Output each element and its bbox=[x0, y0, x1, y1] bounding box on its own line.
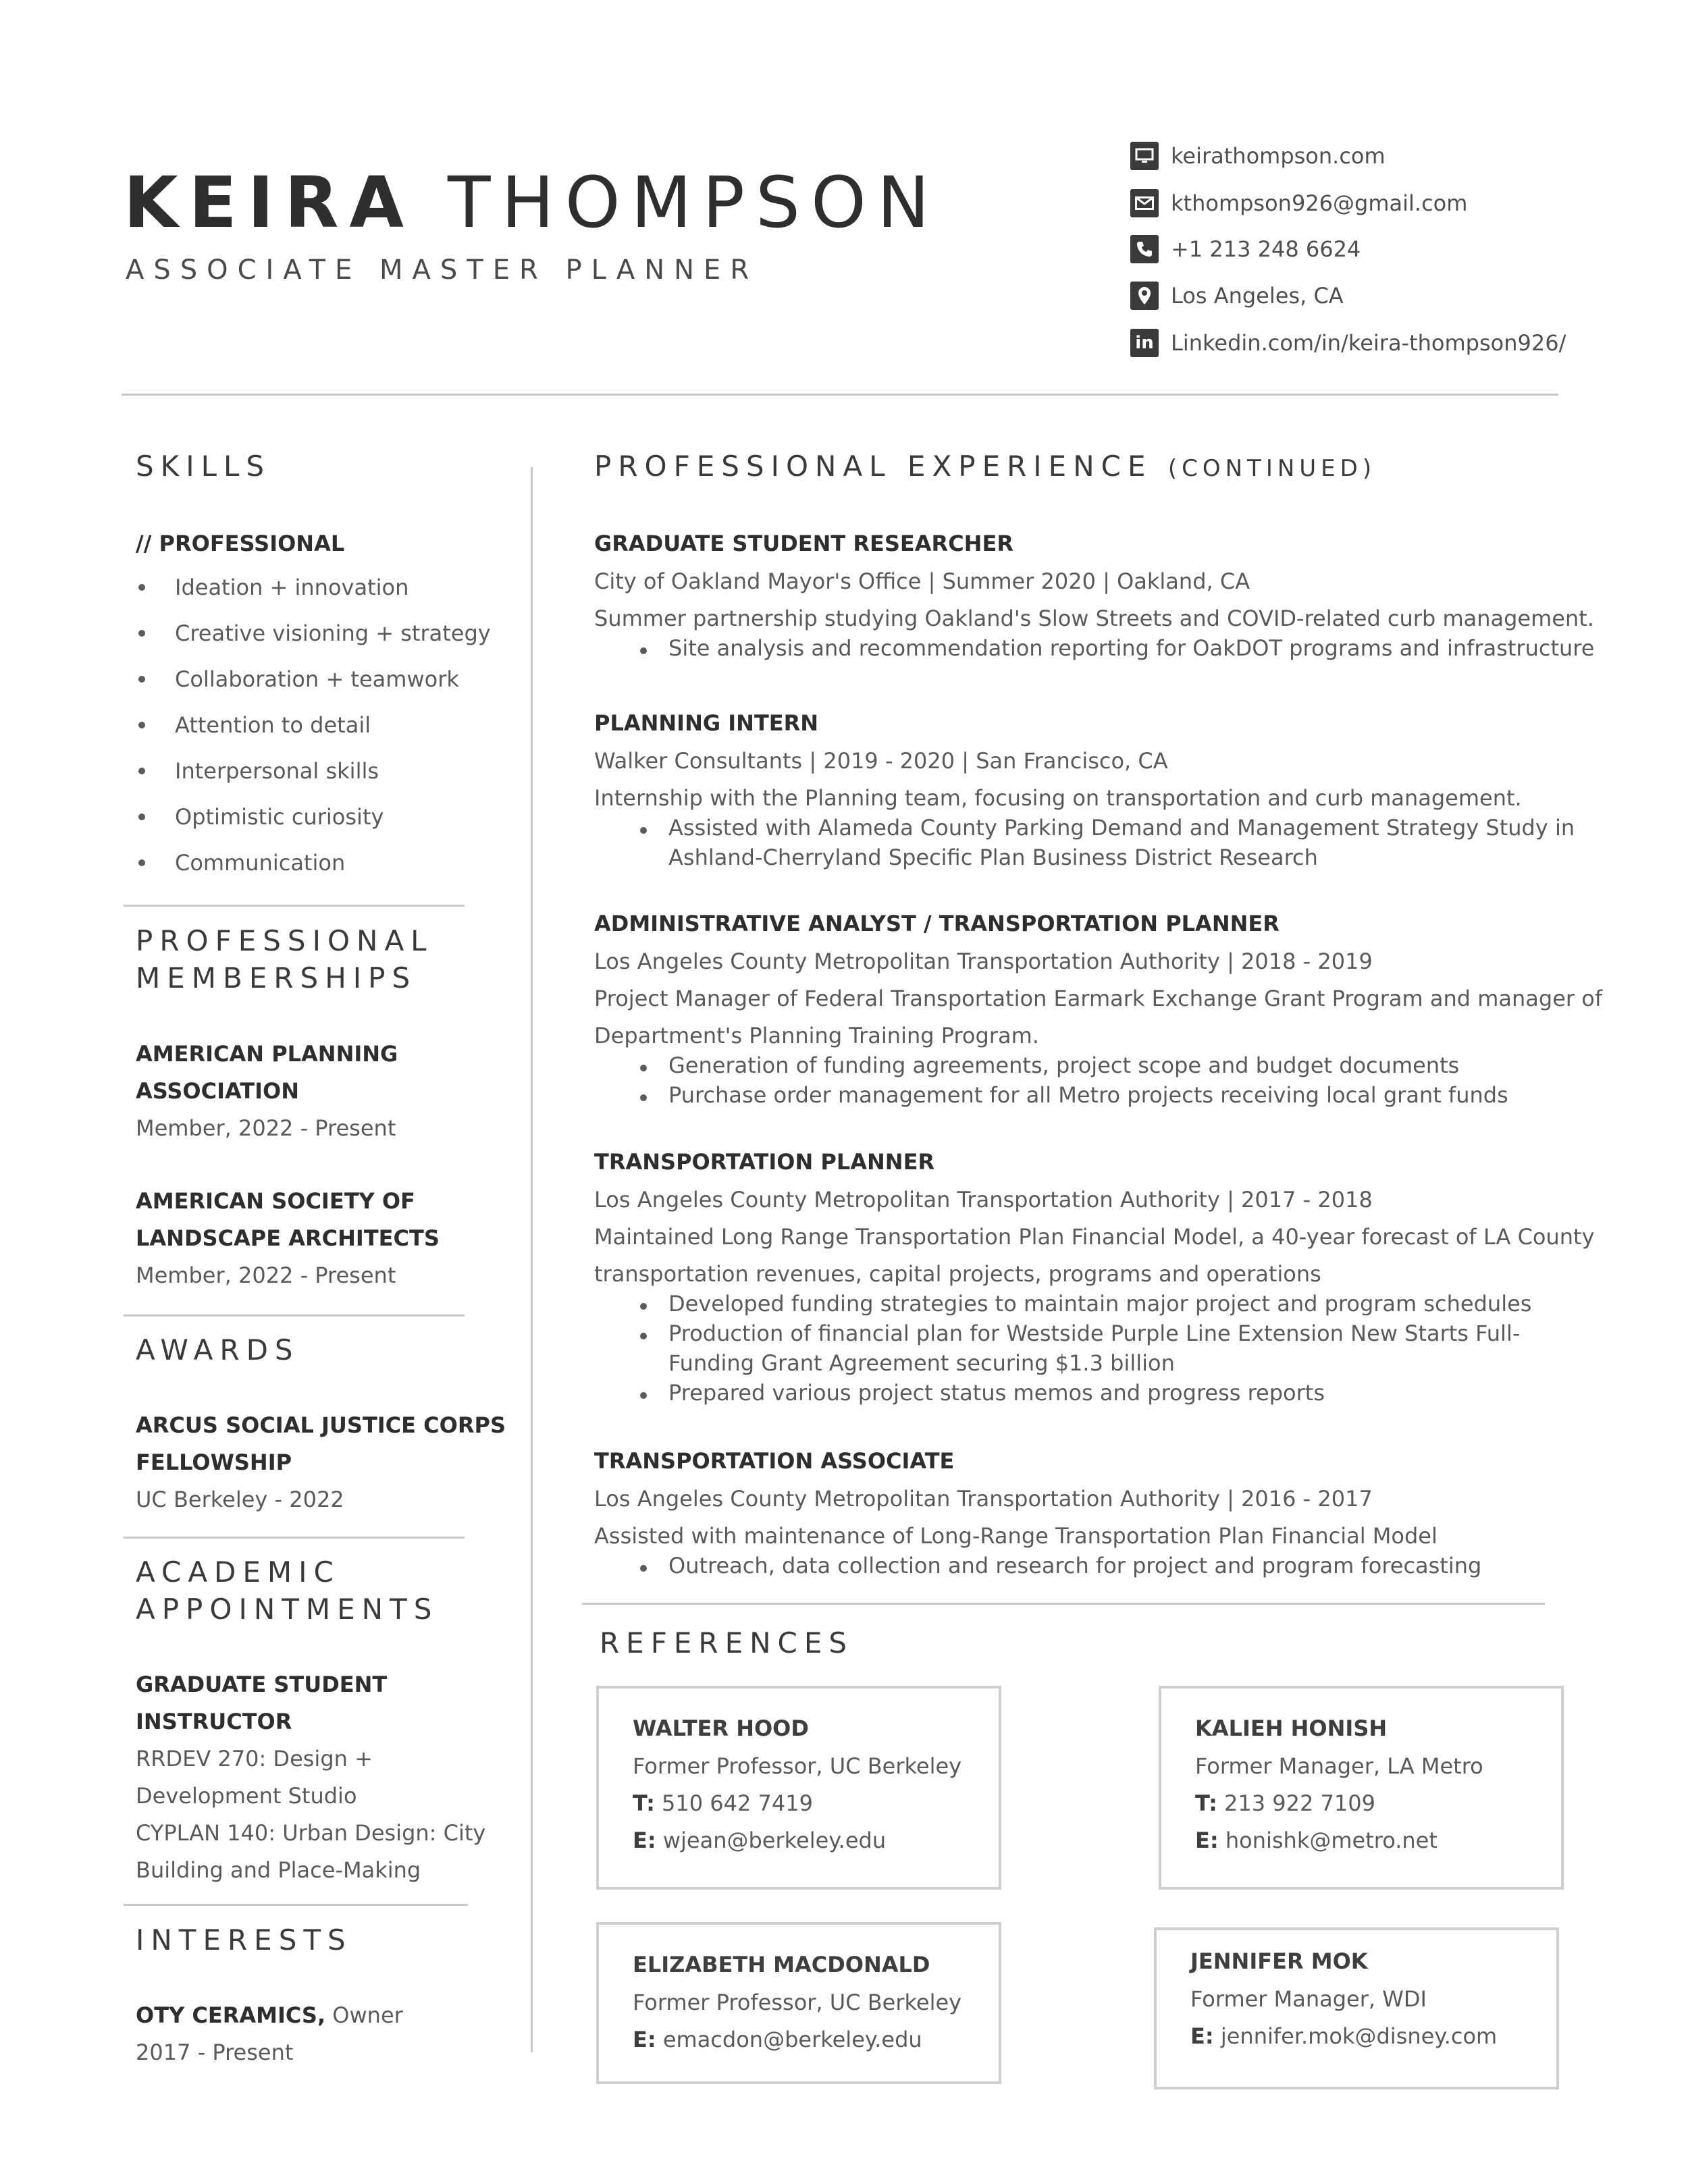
memberships-heading: PROFESSIONAL MEMBERSHIPS bbox=[136, 924, 433, 994]
contact-email[interactable] bbox=[1130, 188, 1467, 218]
reference-card bbox=[596, 1686, 1001, 1890]
reference-card bbox=[596, 1922, 1001, 2084]
job-title: TRANSPORTATION PLANNER bbox=[594, 1149, 935, 1175]
reference-name: ELIZABETH MACDONALD bbox=[633, 1952, 930, 1977]
job-description: Assisted with maintenance of Long-Range Transportation Plan Financial Model bbox=[594, 1523, 1438, 1549]
reference-email[interactable]: E: honishk@metro.net bbox=[1195, 1828, 1438, 1853]
job-description: transportation revenues, capital projects, programs and operations bbox=[594, 1261, 1321, 1287]
phone-icon bbox=[1130, 235, 1159, 263]
job-bullet: Generation of funding agreements, project scope and budget documents bbox=[668, 1053, 1460, 1078]
skill-item: Collaboration + teamwork bbox=[136, 666, 459, 692]
academic-heading: ACADEMIC APPOINTMENTS bbox=[136, 1555, 439, 1626]
reference-role: Former Professor, UC Berkeley bbox=[633, 1753, 962, 1779]
envelope-icon bbox=[1130, 189, 1159, 217]
bullet-dot bbox=[138, 630, 145, 637]
job-title: ADMINISTRATIVE ANALYST / TRANSPORTATION PLANNER bbox=[594, 911, 1280, 936]
reference-email[interactable]: E: wjean@berkeley.edu bbox=[633, 1828, 887, 1853]
contact-location bbox=[1130, 281, 1344, 311]
appointment-line: CYPLAN 140: Urban Design: City bbox=[136, 1820, 486, 1846]
skill-item: Optimistic curiosity bbox=[136, 804, 384, 830]
header-divider bbox=[122, 394, 1558, 396]
skill-item: Attention to detail bbox=[136, 712, 371, 738]
membership-name: LANDSCAPE ARCHITECTS bbox=[136, 1225, 440, 1251]
reference-role: Former Professor, UC Berkeley bbox=[633, 1990, 962, 2015]
contact-phone[interactable] bbox=[1130, 234, 1361, 264]
membership-name: ASSOCIATION bbox=[136, 1078, 300, 1104]
award-name: FELLOWSHIP bbox=[136, 1449, 292, 1475]
bullet-dot bbox=[138, 768, 145, 774]
experience-heading: PROFESSIONAL EXPERIENCE (CONTINUED) bbox=[594, 450, 1377, 483]
membership-detail: Member, 2022 - Present bbox=[136, 1262, 396, 1288]
membership-detail: Member, 2022 - Present bbox=[136, 1115, 396, 1141]
membership-name: AMERICAN SOCIETY OF bbox=[136, 1188, 415, 1214]
job-title: TRANSPORTATION ASSOCIATE bbox=[594, 1448, 955, 1474]
section-divider bbox=[124, 905, 465, 907]
job-bullet: Production of financial plan for Westside Purple Line Extension New Starts Full- bbox=[668, 1321, 1521, 1346]
appointment-line: Building and Place-Making bbox=[136, 1857, 421, 1883]
bullet-dot bbox=[138, 859, 145, 866]
section-divider bbox=[124, 1537, 465, 1539]
job-title: PLANNING INTERN bbox=[594, 710, 819, 736]
job-description: Internship with the Planning team, focusing on transportation and curb management. bbox=[594, 785, 1522, 811]
reference-phone: T: 213 922 7109 bbox=[1195, 1790, 1375, 1816]
bullet-dot bbox=[138, 722, 145, 728]
membership-name: AMERICAN PLANNING bbox=[136, 1041, 398, 1067]
job-bullet: Purchase order management for all Metro projects receiving local grant funds bbox=[668, 1082, 1508, 1108]
interest-years: 2017 - Present bbox=[136, 2040, 294, 2065]
section-divider bbox=[124, 1904, 468, 1906]
interests-heading: INTERESTS bbox=[136, 1923, 352, 1956]
section-divider bbox=[124, 1314, 465, 1316]
job-bullet-continued: Funding Grant Agreement securing $1.3 billion bbox=[668, 1350, 1175, 1376]
contact-text: kthompson926@gmail.com bbox=[1171, 190, 1468, 216]
appointment-line: RRDEV 270: Design + bbox=[136, 1746, 373, 1772]
job-bullet-continued: Ashland-Cherryland Specific Plan Business District Research bbox=[668, 845, 1318, 870]
appointment-title: INSTRUCTOR bbox=[136, 1709, 292, 1734]
reference-phone: T: 510 642 7419 bbox=[633, 1790, 813, 1816]
job-meta: Los Angeles County Metropolitan Transportation Authority | 2017 - 2018 bbox=[594, 1187, 1373, 1213]
job-bullet: Site analysis and recommendation reporting for OakDOT programs and infrastructure bbox=[668, 635, 1595, 661]
award-detail: UC Berkeley - 2022 bbox=[136, 1487, 344, 1512]
reference-email[interactable]: E: emacdon@berkeley.edu bbox=[633, 2027, 922, 2052]
reference-role: Former Manager, LA Metro bbox=[1195, 1753, 1483, 1779]
location-pin-icon bbox=[1130, 282, 1159, 310]
contact-text: Linkedin.com/in/keira-thompson926/ bbox=[1171, 330, 1566, 356]
job-title: ASSOCIATE MASTER PLANNER bbox=[126, 255, 759, 286]
contact-text: Los Angeles, CA bbox=[1171, 283, 1344, 309]
job-title: GRADUATE STUDENT RESEARCHER bbox=[594, 531, 1013, 556]
references-heading: REFERENCES bbox=[600, 1626, 854, 1659]
bullet-dot bbox=[138, 584, 145, 591]
contact-website[interactable] bbox=[1130, 141, 1386, 171]
reference-card bbox=[1159, 1686, 1564, 1890]
skill-item: Interpersonal skills bbox=[136, 758, 379, 784]
job-bullet: Prepared various project status memos and progress reports bbox=[668, 1380, 1325, 1406]
skill-item: Ideation + innovation bbox=[136, 575, 408, 600]
candidate-name bbox=[124, 161, 941, 244]
column-divider bbox=[531, 467, 533, 2052]
last-name: THOMPSON bbox=[447, 161, 941, 244]
interest-item: OTY CERAMICS, Owner bbox=[136, 2002, 403, 2028]
job-description: Department's Planning Training Program. bbox=[594, 1023, 1039, 1048]
bullet-dot bbox=[138, 676, 145, 683]
reference-role: Former Manager, WDI bbox=[1190, 1986, 1427, 2012]
job-meta: Los Angeles County Metropolitan Transportation Authority | 2016 - 2017 bbox=[594, 1486, 1373, 1512]
skill-item: Creative visioning + strategy bbox=[136, 620, 491, 646]
job-meta: Walker Consultants | 2019 - 2020 | San Francisco, CA bbox=[594, 748, 1168, 774]
section-divider bbox=[582, 1603, 1545, 1605]
reference-name: JENNIFER MOK bbox=[1190, 1948, 1368, 1974]
reference-name: WALTER HOOD bbox=[633, 1715, 809, 1741]
linkedin-icon: in bbox=[1130, 329, 1159, 357]
appointment-title: GRADUATE STUDENT bbox=[136, 1672, 388, 1697]
first-name: KEIRA bbox=[124, 161, 415, 244]
job-bullet: Outreach, data collection and research for project and program forecasting bbox=[668, 1553, 1482, 1578]
job-description: Maintained Long Range Transportation Plan Financial Model, a 40-year forecast of LA County bbox=[594, 1224, 1595, 1250]
award-name: ARCUS SOCIAL JUSTICE CORPS bbox=[136, 1412, 506, 1438]
contact-text: keirathompson.com bbox=[1171, 143, 1386, 169]
monitor-icon bbox=[1130, 142, 1159, 170]
contact-linkedin[interactable] bbox=[1130, 328, 1566, 358]
job-bullet: Developed funding strategies to maintain major project and program schedules bbox=[668, 1291, 1532, 1316]
appointment-line: Development Studio bbox=[136, 1783, 357, 1809]
skills-heading: SKILLS bbox=[136, 450, 271, 483]
contact-text: +1 213 248 6624 bbox=[1171, 236, 1361, 262]
skill-item: Communication bbox=[136, 850, 345, 876]
skills-subheading: // PROFESSIONAL bbox=[136, 531, 345, 556]
reference-name: KALIEH HONISH bbox=[1195, 1715, 1388, 1741]
reference-card bbox=[1154, 1927, 1559, 2089]
bullet-dot bbox=[138, 814, 145, 820]
awards-heading: AWARDS bbox=[136, 1333, 300, 1366]
job-description: Summer partnership studying Oakland's Slow Streets and COVID-related curb management. bbox=[594, 606, 1594, 631]
job-meta: Los Angeles County Metropolitan Transportation Authority | 2018 - 2019 bbox=[594, 949, 1373, 974]
job-bullet: Assisted with Alameda County Parking Demand and Management Strategy Study in bbox=[668, 815, 1575, 841]
reference-email[interactable]: E: jennifer.mok@disney.com bbox=[1190, 2023, 1498, 2049]
job-meta: City of Oakland Mayor's Office | Summer 2020 | Oakland, CA bbox=[594, 568, 1250, 594]
job-description: Project Manager of Federal Transportation Earmark Exchange Grant Program and manager of bbox=[594, 986, 1603, 1011]
